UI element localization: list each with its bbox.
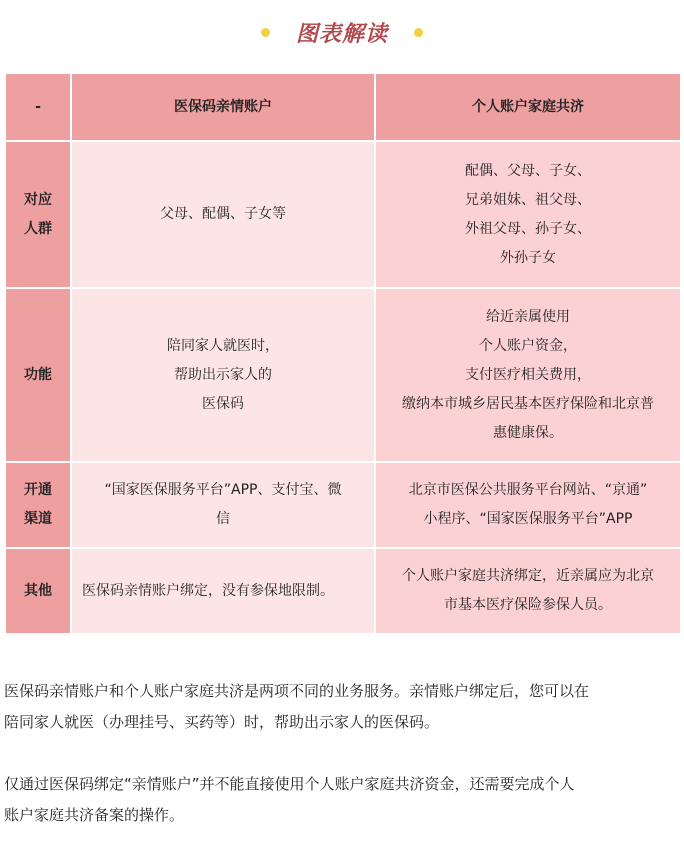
explanation-paragraph: 医保码亲情账户和个人账户家庭共济是两项不同的业务服务。亲情账户绑定后，您可以在 陪同家人就医（办理挂号、买药等）时，帮助出示家人的医保码。 [4,682,590,731]
table-row-function [6,289,680,461]
bullet-dot-icon [261,28,270,37]
table-row-channel [6,463,680,547]
header-cell-family-account: 医保码亲情账户 [72,74,374,140]
row-label: 开通 渠道 [6,463,70,547]
cell-family-mutual-aid: 配偶、父母、子女、 兄弟姐妹、祖父母、 外祖父母、孙子女、 外孙子女 [376,142,680,287]
cell-family-mutual-aid: 北京市医保公共服务平台网站、“京通” 小程序、“国家医保服务平台”APP [376,463,680,547]
cell-family-mutual-aid: 个人账户家庭共济绑定，近亲属应为北京 市基本医疗保险参保人员。 [376,549,680,633]
header-cell-placeholder: - [6,74,70,140]
table-header-row [6,74,680,140]
row-label: 功能 [6,289,70,461]
cell-family-account: 医保码亲情账户绑定，没有参保地限制。 [72,549,374,633]
bullet-dot-icon [414,28,423,37]
cell-family-mutual-aid: 给近亲属使用 个人账户资金， 支付医疗相关费用， 缴纳本市城乡居民基本医疗保险和北京普 惠健康保。 [376,289,680,461]
cell-family-account: “国家医保服务平台”APP、支付宝、微 信 [72,463,374,547]
section-title: 图表解读 [295,21,388,47]
cell-family-account: 父母、配偶、子女等 [72,142,374,287]
cell-family-account: 陪同家人就医时， 帮助出示家人的 医保码 [72,289,374,461]
header-cell-family-mutual-aid: 个人账户家庭共济 [376,74,680,140]
row-label: 对应 人群 [6,142,70,287]
table-row-target-group [6,142,680,287]
comparison-table [4,72,682,635]
row-label: 其他 [6,549,70,633]
table-row-other [6,549,680,633]
section-header [0,0,684,64]
note-paragraph: 仅通过医保码绑定“亲情账户”并不能直接使用个人账户家庭共济资金，还需要完成个人 账户家庭共济备案的操作。 [4,775,575,824]
